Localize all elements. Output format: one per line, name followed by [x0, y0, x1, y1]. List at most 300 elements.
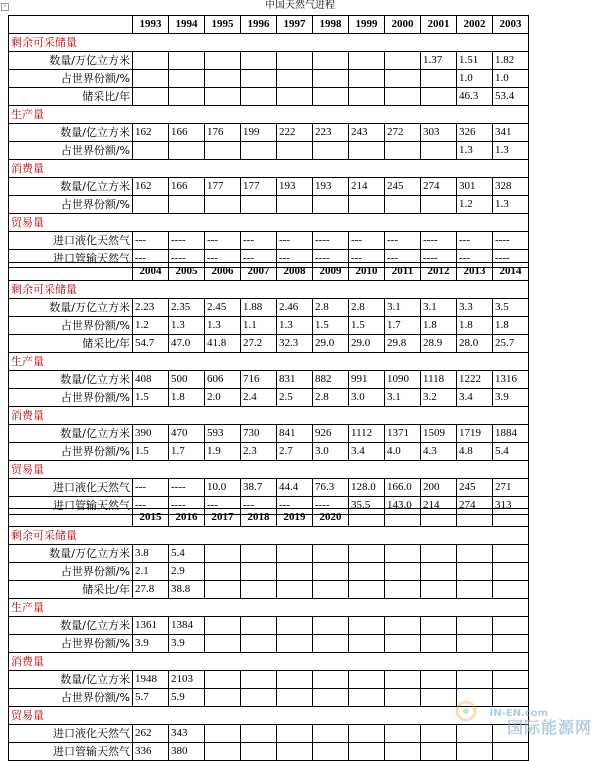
row-label: 占世界份额/% — [9, 635, 133, 653]
value-cell: 1371 — [385, 425, 421, 443]
value-cell — [205, 88, 241, 106]
value-cell — [493, 563, 529, 581]
table-row — [9, 142, 529, 160]
category-row — [9, 653, 529, 671]
value-cell: 5.9 — [169, 689, 205, 707]
value-cell: 408 — [133, 371, 169, 389]
row-label: 占世界份额/% — [9, 443, 133, 461]
year-header-cell: 1993 — [133, 16, 169, 34]
row-label: 进口管输天然气 — [9, 497, 133, 515]
value-cell: 2.0 — [205, 389, 241, 407]
value-cell: --- — [205, 250, 241, 268]
value-cell: --- — [349, 250, 385, 268]
year-header-cell — [349, 509, 385, 527]
value-cell — [313, 563, 349, 581]
value-cell — [241, 563, 277, 581]
value-cell: 2.46 — [277, 299, 313, 317]
row-label: 占世界份额/% — [9, 563, 133, 581]
year-header-cell: 2006 — [205, 263, 241, 281]
category-row — [9, 34, 529, 52]
value-cell — [241, 581, 277, 599]
value-cell — [385, 617, 421, 635]
category-label: 消费量 — [9, 407, 529, 425]
row-label: 进口管输天然气 — [9, 743, 133, 761]
value-cell: 2.23 — [133, 299, 169, 317]
row-label: 储采比/年 — [9, 581, 133, 599]
value-cell — [277, 581, 313, 599]
value-cell: 3.4 — [457, 389, 493, 407]
value-cell — [349, 563, 385, 581]
value-cell: 166.0 — [385, 479, 421, 497]
value-cell: 3.2 — [421, 389, 457, 407]
value-cell: 1.3 — [205, 317, 241, 335]
value-cell: 32.3 — [277, 335, 313, 353]
value-cell: 2.3 — [241, 443, 277, 461]
value-cell — [241, 617, 277, 635]
value-cell: 46.3 — [457, 88, 493, 106]
category-row — [9, 461, 529, 479]
value-cell — [421, 196, 457, 214]
value-cell: 313 — [493, 497, 529, 515]
value-cell: 2.8 — [349, 299, 385, 317]
value-cell: --- — [277, 232, 313, 250]
category-row — [9, 281, 529, 299]
value-cell: 343 — [169, 725, 205, 743]
year-header-cell: 1998 — [313, 16, 349, 34]
value-cell: 2.8 — [313, 299, 349, 317]
value-cell: 841 — [277, 425, 313, 443]
value-cell: 301 — [457, 178, 493, 196]
value-cell: --- — [133, 232, 169, 250]
row-label: 数量/亿立方米 — [9, 371, 133, 389]
value-cell — [133, 196, 169, 214]
row-label: 数量/亿立方米 — [9, 617, 133, 635]
value-cell — [349, 635, 385, 653]
value-cell — [385, 671, 421, 689]
value-cell: 274 — [457, 497, 493, 515]
value-cell — [493, 743, 529, 761]
value-cell — [205, 545, 241, 563]
value-cell — [349, 196, 385, 214]
row-label: 占世界份额/% — [9, 142, 133, 160]
value-cell: 38.8 — [169, 581, 205, 599]
value-cell: --- — [133, 250, 169, 268]
value-cell — [313, 689, 349, 707]
value-cell — [169, 52, 205, 70]
value-cell — [313, 88, 349, 106]
value-cell — [313, 52, 349, 70]
value-cell: 3.1 — [385, 299, 421, 317]
category-label: 消费量 — [9, 653, 529, 671]
value-cell: 54.7 — [133, 335, 169, 353]
value-cell: 27.2 — [241, 335, 277, 353]
value-cell: 28.0 — [457, 335, 493, 353]
year-header-cell: 1999 — [349, 16, 385, 34]
value-cell: 262 — [133, 725, 169, 743]
year-header-cell: 2004 — [133, 263, 169, 281]
value-cell: 2103 — [169, 671, 205, 689]
value-cell — [493, 545, 529, 563]
table-row — [9, 299, 529, 317]
value-cell — [313, 743, 349, 761]
value-cell: 3.1 — [421, 299, 457, 317]
category-row — [9, 527, 529, 545]
value-cell — [457, 743, 493, 761]
value-cell: --- — [241, 250, 277, 268]
value-cell: ---- — [313, 232, 349, 250]
value-cell: --- — [133, 497, 169, 515]
value-cell: 380 — [169, 743, 205, 761]
value-cell: 3.0 — [313, 443, 349, 461]
value-cell — [205, 581, 241, 599]
value-cell — [493, 635, 529, 653]
value-cell: 166 — [169, 178, 205, 196]
value-cell — [385, 70, 421, 88]
value-cell — [133, 70, 169, 88]
header-blank-cell — [9, 509, 133, 527]
row-label: 储采比/年 — [9, 335, 133, 353]
value-cell: 3.8 — [133, 545, 169, 563]
table-row — [9, 389, 529, 407]
category-row — [9, 214, 529, 232]
table-row — [9, 52, 529, 70]
value-cell — [385, 142, 421, 160]
year-header-cell: 2020 — [313, 509, 349, 527]
value-cell: 1.3 — [169, 317, 205, 335]
value-cell — [349, 142, 385, 160]
value-cell — [313, 617, 349, 635]
value-cell: 3.3 — [457, 299, 493, 317]
value-cell — [349, 52, 385, 70]
value-cell: 1948 — [133, 671, 169, 689]
value-cell — [493, 671, 529, 689]
year-header-cell — [385, 509, 421, 527]
table-row — [9, 371, 529, 389]
value-cell: 882 — [313, 371, 349, 389]
value-cell: ---- — [169, 232, 205, 250]
value-cell — [241, 52, 277, 70]
value-cell — [421, 581, 457, 599]
value-cell: 606 — [205, 371, 241, 389]
table-row — [9, 88, 529, 106]
table-row — [9, 178, 529, 196]
category-row — [9, 353, 529, 371]
value-cell: 47.0 — [169, 335, 205, 353]
table-row — [9, 124, 529, 142]
row-label: 进口管输天然气 — [9, 250, 133, 268]
row-label: 数量/万亿立方米 — [9, 52, 133, 70]
row-label: 占世界份额/% — [9, 389, 133, 407]
value-cell: 3.0 — [349, 389, 385, 407]
value-cell: --- — [385, 232, 421, 250]
value-cell — [349, 545, 385, 563]
value-cell — [241, 545, 277, 563]
value-cell: ---- — [169, 250, 205, 268]
value-cell — [421, 142, 457, 160]
value-cell: 5.7 — [133, 689, 169, 707]
table-row — [9, 70, 529, 88]
value-cell — [457, 617, 493, 635]
value-cell — [421, 545, 457, 563]
category-label: 剩余可采储量 — [9, 34, 529, 52]
year-header-cell: 2015 — [133, 509, 169, 527]
value-cell: 4.0 — [385, 443, 421, 461]
value-cell: 730 — [241, 425, 277, 443]
year-header-cell: 1995 — [205, 16, 241, 34]
gas-table-2004-2014 — [8, 262, 529, 515]
value-cell — [349, 689, 385, 707]
year-header-cell: 2016 — [169, 509, 205, 527]
value-cell — [349, 70, 385, 88]
table-row — [9, 635, 529, 653]
value-cell — [277, 617, 313, 635]
value-cell: 3.1 — [385, 389, 421, 407]
table-move-handle-icon[interactable]: + — [1, 3, 9, 11]
value-cell — [169, 142, 205, 160]
category-label: 生产量 — [9, 599, 529, 617]
value-cell: --- — [457, 250, 493, 268]
value-cell: 28.9 — [421, 335, 457, 353]
table-row — [9, 563, 529, 581]
year-header-cell: 2009 — [313, 263, 349, 281]
value-cell: ---- — [421, 250, 457, 268]
value-cell — [205, 70, 241, 88]
value-cell — [241, 635, 277, 653]
value-cell: --- — [457, 232, 493, 250]
year-header-cell: 2010 — [349, 263, 385, 281]
value-cell: 2.1 — [133, 563, 169, 581]
value-cell: 243 — [349, 124, 385, 142]
value-cell — [277, 689, 313, 707]
year-header-cell: 2014 — [493, 263, 529, 281]
row-label: 数量/亿立方米 — [9, 671, 133, 689]
value-cell: 500 — [169, 371, 205, 389]
value-cell: --- — [385, 250, 421, 268]
value-cell: ---- — [493, 232, 529, 250]
value-cell — [421, 88, 457, 106]
year-header-cell: 2005 — [169, 263, 205, 281]
value-cell: 341 — [493, 124, 529, 142]
table-row — [9, 335, 529, 353]
value-cell: 326 — [457, 124, 493, 142]
table-row — [9, 671, 529, 689]
value-cell: --- — [205, 497, 241, 515]
value-cell: --- — [205, 232, 241, 250]
value-cell: 1.51 — [457, 52, 493, 70]
value-cell: 1.0 — [493, 70, 529, 88]
document-title: 中国天然气进程 — [265, 0, 335, 11]
value-cell: 1.8 — [169, 389, 205, 407]
value-cell: --- — [133, 479, 169, 497]
value-cell — [385, 88, 421, 106]
value-cell: --- — [241, 232, 277, 250]
value-cell: 1.7 — [385, 317, 421, 335]
value-cell — [385, 52, 421, 70]
value-cell: ---- — [313, 250, 349, 268]
value-cell: 926 — [313, 425, 349, 443]
value-cell — [313, 725, 349, 743]
year-header-row — [9, 16, 529, 34]
value-cell: 214 — [421, 497, 457, 515]
value-cell — [133, 142, 169, 160]
value-cell — [421, 563, 457, 581]
value-cell — [205, 196, 241, 214]
value-cell — [457, 635, 493, 653]
value-cell — [241, 689, 277, 707]
value-cell: 3.9 — [493, 389, 529, 407]
value-cell — [385, 635, 421, 653]
value-cell: 1.3 — [457, 142, 493, 160]
row-label: 储采比/年 — [9, 88, 133, 106]
value-cell: 1.5 — [133, 389, 169, 407]
value-cell — [169, 196, 205, 214]
value-cell — [313, 196, 349, 214]
value-cell: 162 — [133, 178, 169, 196]
value-cell: 1.37 — [421, 52, 457, 70]
value-cell: 274 — [421, 178, 457, 196]
value-cell — [205, 689, 241, 707]
value-cell: 25.7 — [493, 335, 529, 353]
value-cell — [205, 142, 241, 160]
year-header-cell: 2017 — [205, 509, 241, 527]
value-cell: 1316 — [493, 371, 529, 389]
value-cell — [421, 743, 457, 761]
value-cell — [205, 635, 241, 653]
value-cell — [133, 88, 169, 106]
value-cell: 29.0 — [349, 335, 385, 353]
value-cell: 177 — [241, 178, 277, 196]
value-cell: 3.9 — [133, 635, 169, 653]
value-cell — [205, 671, 241, 689]
value-cell: 1.8 — [421, 317, 457, 335]
value-cell: 303 — [421, 124, 457, 142]
value-cell: 2.35 — [169, 299, 205, 317]
year-header-cell: 2003 — [493, 16, 529, 34]
year-header-cell: 2012 — [421, 263, 457, 281]
category-row — [9, 599, 529, 617]
year-header-cell: 2001 — [421, 16, 457, 34]
header-blank-cell — [9, 16, 133, 34]
value-cell — [241, 70, 277, 88]
value-cell: 245 — [457, 479, 493, 497]
value-cell: 1884 — [493, 425, 529, 443]
value-cell: 470 — [169, 425, 205, 443]
value-cell — [349, 617, 385, 635]
value-cell — [313, 545, 349, 563]
table-row — [9, 617, 529, 635]
value-cell: 271 — [493, 479, 529, 497]
row-label: 占世界份额/% — [9, 689, 133, 707]
value-cell: 1222 — [457, 371, 493, 389]
value-cell — [349, 671, 385, 689]
value-cell: 593 — [205, 425, 241, 443]
value-cell: 27.8 — [133, 581, 169, 599]
value-cell: 1.88 — [241, 299, 277, 317]
category-row — [9, 407, 529, 425]
category-label: 消费量 — [9, 160, 529, 178]
year-header-cell: 1997 — [277, 16, 313, 34]
year-header-cell: 2007 — [241, 263, 277, 281]
header-blank-cell — [9, 263, 133, 281]
value-cell — [169, 88, 205, 106]
value-cell: 44.4 — [277, 479, 313, 497]
value-cell: 5.4 — [169, 545, 205, 563]
year-header-cell: 1994 — [169, 16, 205, 34]
value-cell — [349, 725, 385, 743]
value-cell: 222 — [277, 124, 313, 142]
category-label: 生产量 — [9, 106, 529, 124]
category-label: 贸易量 — [9, 461, 529, 479]
value-cell: 2.5 — [277, 389, 313, 407]
value-cell: 716 — [241, 371, 277, 389]
value-cell — [205, 563, 241, 581]
year-header-cell: 2011 — [385, 263, 421, 281]
table-row — [9, 317, 529, 335]
value-cell — [457, 545, 493, 563]
table-row — [9, 743, 529, 761]
value-cell: 1118 — [421, 371, 457, 389]
table-row — [9, 196, 529, 214]
value-cell: 2.8 — [313, 389, 349, 407]
value-cell: 29.0 — [313, 335, 349, 353]
value-cell: ---- — [493, 250, 529, 268]
year-header-cell: 2008 — [277, 263, 313, 281]
value-cell: 10.0 — [205, 479, 241, 497]
value-cell: 4.3 — [421, 443, 457, 461]
value-cell: 1.5 — [349, 317, 385, 335]
year-header-cell: 1996 — [241, 16, 277, 34]
value-cell: 1.9 — [205, 443, 241, 461]
value-cell: --- — [349, 232, 385, 250]
row-label: 数量/万亿立方米 — [9, 299, 133, 317]
value-cell — [277, 545, 313, 563]
watermark-site: IN-EN.com — [489, 708, 548, 719]
value-cell — [241, 142, 277, 160]
value-cell — [241, 671, 277, 689]
value-cell: 1.3 — [277, 317, 313, 335]
year-header-cell: 2018 — [241, 509, 277, 527]
value-cell — [385, 545, 421, 563]
value-cell: 128.0 — [349, 479, 385, 497]
value-cell — [493, 581, 529, 599]
value-cell: 53.4 — [493, 88, 529, 106]
category-row — [9, 106, 529, 124]
year-header-cell: 2013 — [457, 263, 493, 281]
value-cell — [277, 88, 313, 106]
table-row — [9, 479, 529, 497]
value-cell — [277, 743, 313, 761]
value-cell — [313, 70, 349, 88]
value-cell: 193 — [313, 178, 349, 196]
category-label: 剩余可采储量 — [9, 527, 529, 545]
table-row — [9, 545, 529, 563]
value-cell: 193 — [277, 178, 313, 196]
value-cell: 76.3 — [313, 479, 349, 497]
watermark-brand: 国际能源网 — [506, 718, 592, 737]
year-header-row — [9, 509, 529, 527]
category-label: 贸易量 — [9, 214, 529, 232]
value-cell: 41.8 — [205, 335, 241, 353]
value-cell — [457, 581, 493, 599]
value-cell: 1.2 — [133, 317, 169, 335]
value-cell: 1.8 — [493, 317, 529, 335]
value-cell: 199 — [241, 124, 277, 142]
value-cell: 1.1 — [241, 317, 277, 335]
value-cell — [385, 689, 421, 707]
value-cell: 1.3 — [493, 196, 529, 214]
row-label: 数量/亿立方米 — [9, 124, 133, 142]
row-label: 数量/万亿立方米 — [9, 545, 133, 563]
